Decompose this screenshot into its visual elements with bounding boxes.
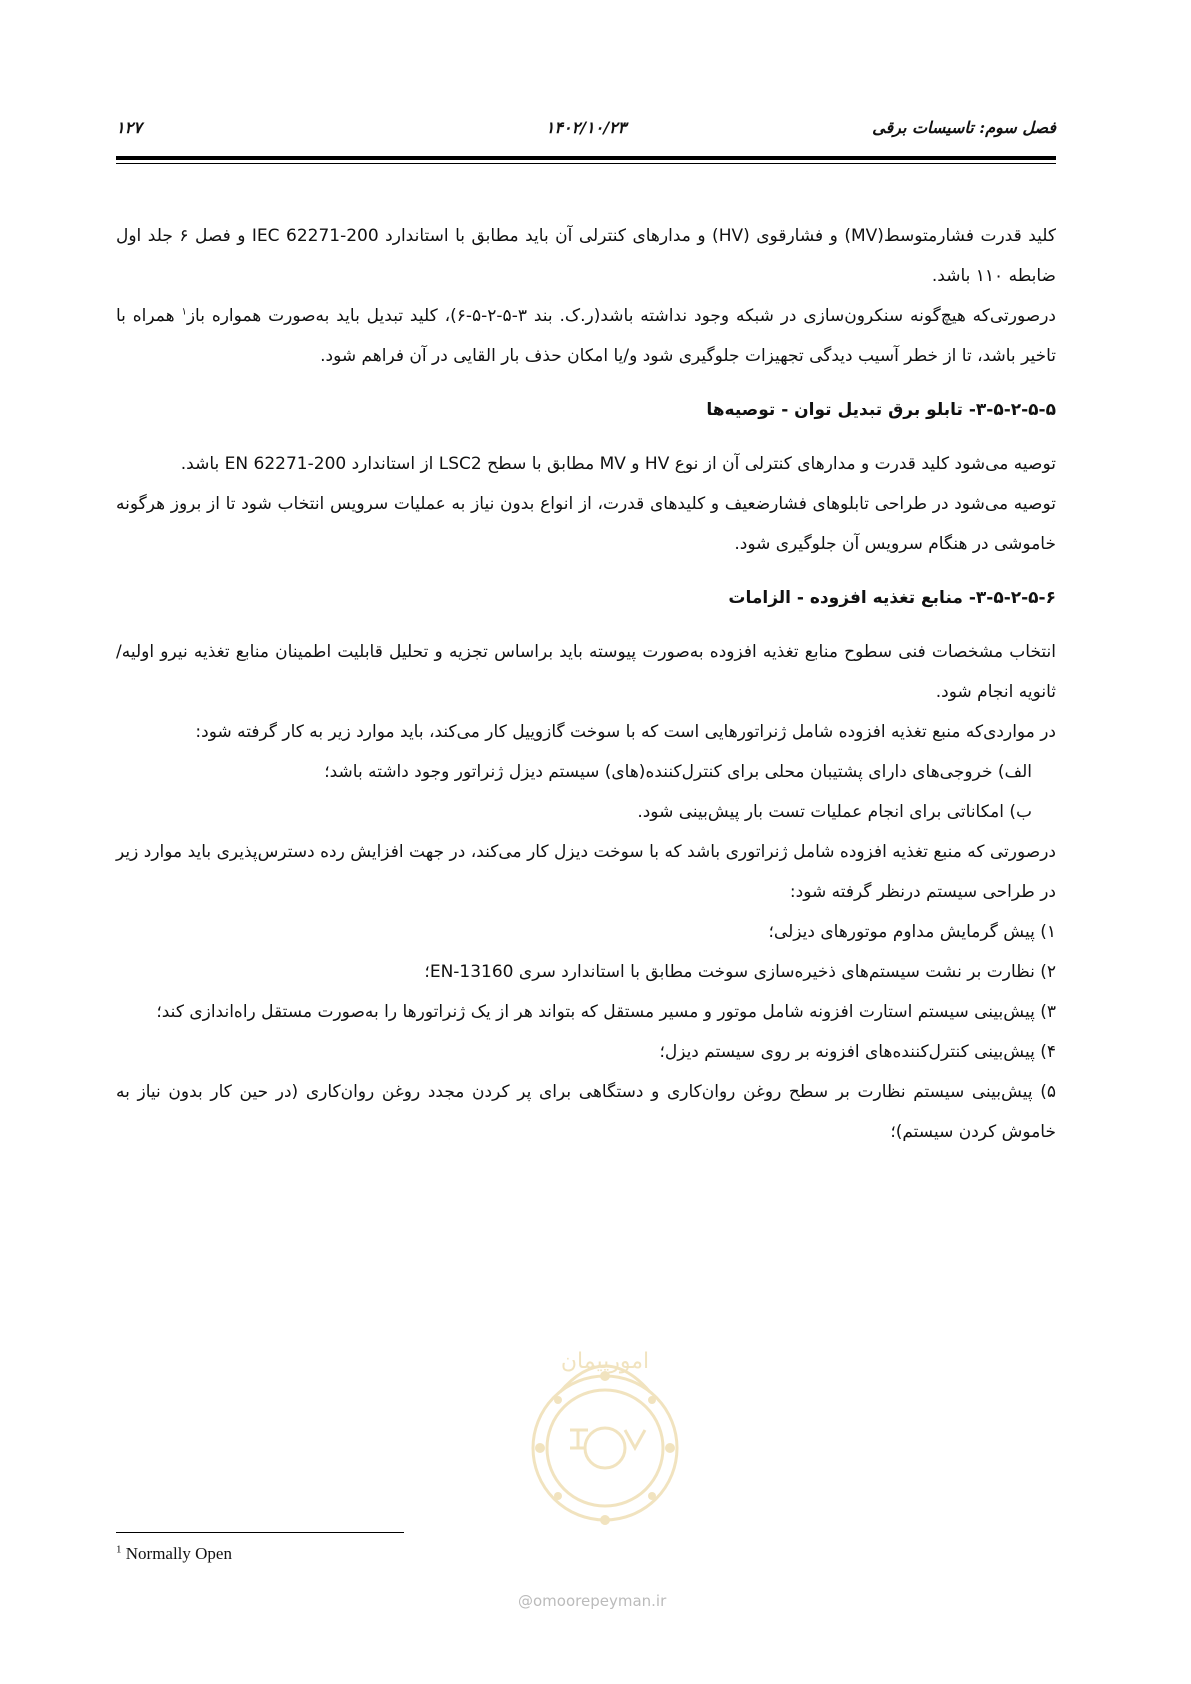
watermark-logo-text: امورپیمان bbox=[560, 1349, 650, 1374]
list-item: ۱) پیش گرمایش مداوم موتورهای دیزلی؛ bbox=[768, 922, 1056, 942]
watermark-url: @omoorepeyman.ir bbox=[518, 1592, 667, 1610]
paragraph: توصیه می‌شود در طراحی تابلوهای فشارضعیف و کلیدهای قدرت، از انواع بدون نیاز به عملیات سرویس انتخاب شود تا از بروز هرگونه خاموشی در هنگام سرویس آن جلوگیری شود. bbox=[116, 494, 1056, 554]
header-date: ۱۴۰۲/۱۰/۲۳ bbox=[545, 118, 627, 137]
paragraph: در مواردی‌که منبع تغذیه افزوده شامل ژنراتورهایی است که با سوخت گازوییل کار می‌کند، باید موارد زیر به کار گرفته شود: bbox=[195, 722, 1056, 742]
section-heading: ۳-۵-۲-۵-۶- منابع تغذیه افزوده - الزامات bbox=[728, 588, 1056, 608]
paragraph: کلید قدرت فشارمتوسط(MV) و فشارقوی (HV) و مدارهای کنترلی آن باید مطابق با استاندارد IEC 62271-200 و فصل ۶ جلد اول ضابطه ۱۱۰ باشد. bbox=[116, 226, 1056, 286]
footnote bbox=[116, 1544, 232, 1564]
footnote-text: Normally Open bbox=[125, 1544, 232, 1563]
footnote-number: 1 bbox=[116, 1543, 122, 1556]
paragraph: انتخاب مشخصات فنی سطوح منابع تغذیه افزوده به‌صورت پیوسته باید براساس تجزیه و تحلیل قابلیت اطمینان منابع تغذیه نیرو اولیه/ثانویه انجام شود. bbox=[116, 642, 1056, 702]
list-item: ۲) نظارت بر نشت سیستم‌های ذخیره‌سازی سوخت مطابق با استاندارد سری EN-13160؛ bbox=[424, 962, 1056, 982]
paragraph bbox=[116, 296, 1056, 376]
document-body bbox=[116, 216, 1056, 1152]
header-rule-thin bbox=[116, 163, 1056, 164]
footnote-marker[interactable]: ۱ bbox=[181, 306, 187, 318]
footnote-rule bbox=[116, 1532, 404, 1533]
section-heading: ۳-۵-۲-۵-۵- تابلو برق تبدیل توان - توصیه‌ها bbox=[706, 400, 1056, 420]
watermark-logo-icon bbox=[500, 1330, 710, 1540]
list-item: الف) خروجی‌های دارای پشتیبان محلی برای کنترل‌کننده(های) سیستم دیزل ژنراتور وجود داشته باشد؛ bbox=[324, 762, 1032, 782]
header-rule-thick bbox=[116, 156, 1056, 160]
list-item: ۵) پیش‌بینی سیستم نظارت بر سطح روغن روان‌کاری و دستگاهی برای پر کردن مجدد روغن روان‌کاری (در حین کار بدون نیاز به خاموش کردن سیستم)؛ bbox=[116, 1082, 1056, 1142]
list-item: ۴) پیش‌بینی کنترل‌کننده‌های افزونه بر روی سیستم دیزل؛ bbox=[659, 1042, 1056, 1062]
page-number: ۱۲۷ bbox=[116, 118, 142, 137]
paragraph: توصیه می‌شود کلید قدرت و مدارهای کنترلی آن از نوع HV و MV مطابق با سطح LSC2 از استاندارد EN 62271-200 باشد. bbox=[180, 454, 1056, 474]
paragraph: درصورتی که منبع تغذیه افزوده شامل ژنراتوری باشد که با سوخت دیزل کار می‌کند، در جهت افزایش رده دسترس‌پذیری باید موارد زیر در طراحی سیستم درنظر گرفته شود: bbox=[116, 842, 1056, 902]
chapter-title: فصل سوم: تاسیسات برقی bbox=[872, 118, 1056, 137]
page-header bbox=[116, 118, 1056, 148]
paragraph-text: درصورتی‌که هیچ‌گونه سنکرون‌سازی در شبکه وجود نداشته باشد(ر.ک. بند ۳-۵-۲-۵-۶)، کلید تبدیل باید به‌صورت همواره باز bbox=[186, 306, 1056, 326]
list-item: ۳) پیش‌بینی سیستم استارت افزونه شامل موتور و مسیر مستقل که بتواند هر از یک ژنراتورها را به‌صورت مستقل راه‌اندازی کند؛ bbox=[156, 1002, 1056, 1022]
list-item: ب) امکاناتی برای انجام عملیات تست بار پیش‌بینی شود. bbox=[637, 802, 1032, 822]
paragraph-text: همراه با تاخیر باشد، تا از خطر آسیب دیدگی تجهیزات جلوگیری شود و/یا امکان حذف بار القایی در آن فراهم شود. bbox=[116, 306, 1056, 366]
